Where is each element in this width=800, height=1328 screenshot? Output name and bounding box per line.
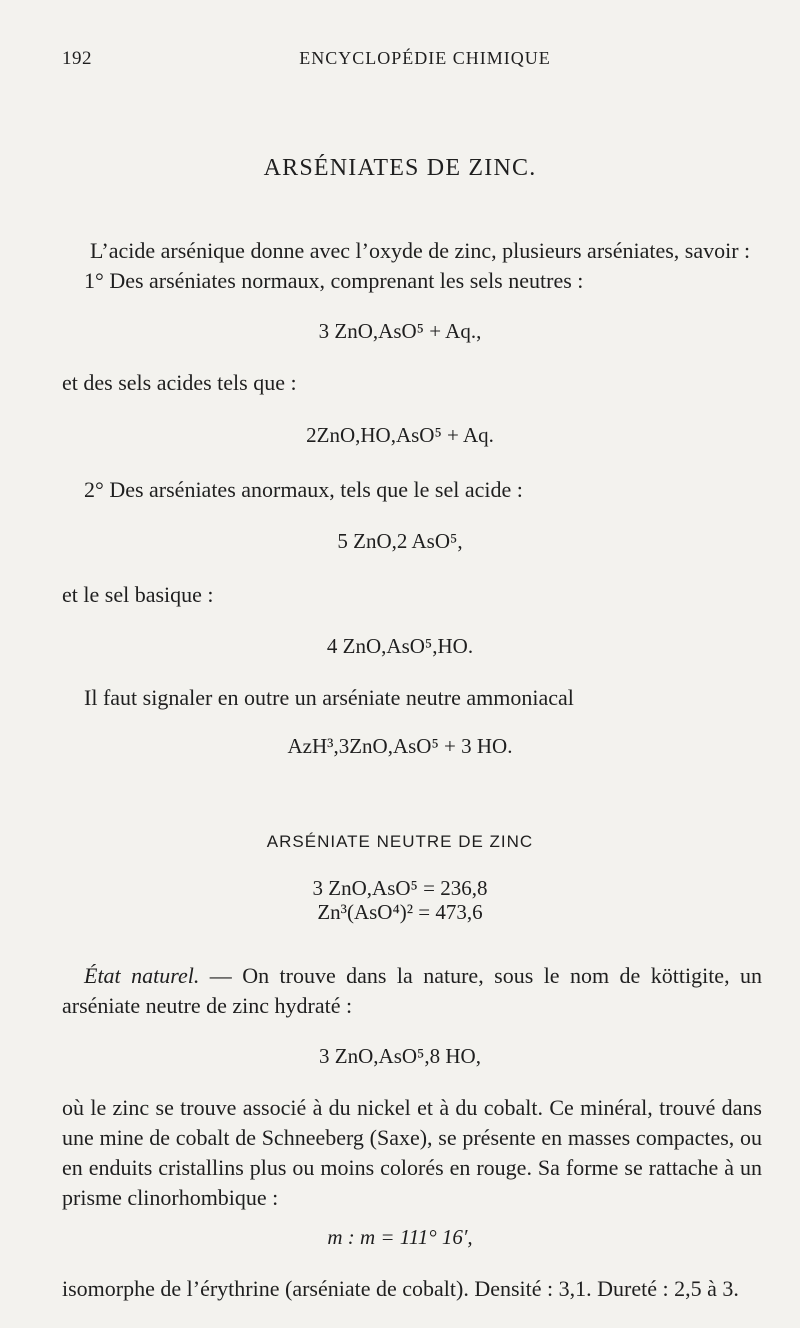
formula-ammoniacal: AzH³,3ZnO,AsO⁵ + 3 HO. — [287, 734, 513, 758]
prism-angle: m : m = 111° 16′, — [327, 1225, 473, 1249]
formula-neutral-salt: 3 ZnO,AsO⁵ + Aq., — [318, 319, 482, 343]
formula-abnormal-acid: 5 ZnO,2 AsO⁵, — [337, 529, 463, 553]
formula-kottigite: 3 ZnO,AsO⁵,8 HO, — [319, 1044, 481, 1068]
acid-salts-text: et des sels acides tels que : — [62, 370, 297, 395]
item-2-number: 2° — [84, 477, 104, 502]
item-1-text: Des arséniates normaux, comprenant les sels neutres : — [103, 268, 584, 293]
etat-naturel-label: État naturel. — [84, 963, 200, 988]
ammoniacal-text: Il faut signaler en outre un arséniate neutre ammoniacal — [84, 685, 574, 710]
equivalent-line-1: 3 ZnO,AsO⁵ = 236,8 — [312, 876, 488, 900]
etat-naturel-text: — On trouve dans la nature, sous le nom de köttigite, un arséniate neutre de zinc hydraté : — [62, 963, 763, 1018]
item-1-number: 1° — [84, 268, 104, 293]
item-1 — [84, 266, 583, 296]
intro-line: L’acide arsénique donne avec l’oxyde de zinc, plusieurs arséniates, savoir : — [90, 238, 751, 263]
item-2-text: Des arséniates anormaux, tels que le sel acide : — [103, 477, 523, 502]
equivalent-line-2: Zn³(AsO⁴)² = 473,6 — [317, 900, 483, 924]
formula-basic-salt: 4 ZnO,AsO⁵,HO. — [326, 634, 474, 658]
section-title: ARSÉNIATES DE ZINC. — [263, 155, 537, 181]
formula-acid-salt: 2ZnO,HO,AsO⁵ + Aq. — [306, 423, 494, 447]
subsection-title: ARSÉNIATE NEUTRE DE ZINC — [266, 832, 534, 851]
basic-salt-text: et le sel basique : — [62, 582, 214, 607]
isomorphism-text: isomorphe de l’érythrine (arséniate de cobalt). Densité : 3,1. Dureté : 2,5 à 3. — [62, 1276, 739, 1301]
page-number: 192 — [62, 48, 92, 69]
mineral-description: où le zinc se trouve associé à du nickel et à du cobalt. Ce minéral, trouvé dans une mine de cobalt de Schneeberg (Saxe), se présente en masses compactes, ou en enduits cristallins plus ou moins colorés en rouge. Sa forme se rattache à un prisme clinorhombique : — [62, 1095, 762, 1210]
etat-naturel-paragraph — [62, 961, 762, 1021]
running-title: ENCYCLOPÉDIE CHIMIQUE — [299, 48, 551, 68]
item-2 — [84, 475, 523, 505]
